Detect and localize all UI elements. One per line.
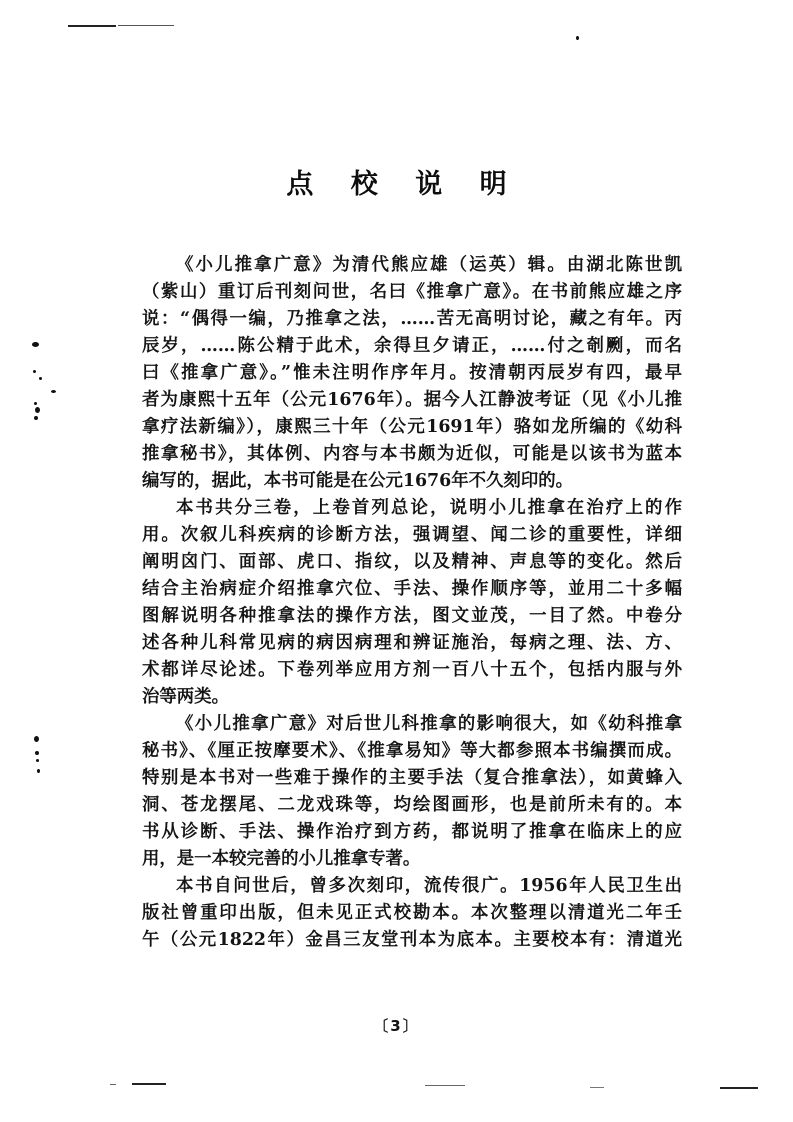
scan-artifact-bottom-line <box>590 1087 604 1088</box>
text-line: 特别是本书对一些难于操作的主要手法（复合推拿法），如黄蜂入 <box>142 768 682 788</box>
scan-artifact-dot <box>32 342 39 347</box>
text-line: 秘书》、《厘正按摩要术》、《推拿易知》等大都参照本书编撰而成。 <box>142 741 682 761</box>
page-number: 〔3〕 <box>373 1017 420 1035</box>
text-line: 版社曾重印出版，但未见正式校勘本。本次整理以清道光二年壬 <box>142 903 682 923</box>
text-line: 《小儿推拿广意》对后世儿科推拿的影响很大，如《幼科推拿 <box>176 714 682 734</box>
text-line: 《小儿推拿广意》为清代熊应雄（运英）辑。由湖北陈世凯 <box>176 255 682 275</box>
text-line: 午（公元1822年）金昌三友堂刊本为底本。主要校本有：清道光 <box>142 930 682 950</box>
page-title: 点 校 说 明 <box>286 169 521 200</box>
text-line: 本书自问世后，曾多次刻印，流传很广。1956年人民卫生出 <box>176 876 682 896</box>
body-text <box>142 252 682 954</box>
scan-artifact-bottom-line <box>110 1084 116 1085</box>
scan-artifact-dot <box>35 751 39 755</box>
scan-artifact-dot <box>37 769 40 773</box>
scan-artifact-bottom-line <box>425 1085 465 1086</box>
scan-artifact-bottom-line <box>132 1083 166 1085</box>
scan-artifact-dot <box>34 402 37 405</box>
text-line: 说：“偶得一编，乃推拿之法，……苦无高明讨论，藏之有年。丙 <box>142 309 682 329</box>
text-line: 编写的，据此，本书可能是在公元1676年不久刻印的。 <box>142 471 573 491</box>
scan-artifact-dot <box>39 377 42 380</box>
scan-artifact-dot <box>34 416 38 420</box>
text-line: 治等两类。 <box>142 687 229 707</box>
text-line: 用。次叙儿科疾病的诊断方法，强调望、闻二诊的重要性，详细 <box>142 525 682 545</box>
scan-artifact-dot <box>34 736 39 742</box>
scan-artifact-dot <box>576 36 579 40</box>
text-line: 阐明囟门、面部、虎口、指纹，以及精神、声息等的变化。然后 <box>142 552 682 572</box>
scan-artifact-dot <box>51 390 56 393</box>
scan-artifact-top-line <box>68 25 116 27</box>
text-line: 洞、苍龙摆尾、二龙戏珠等，均绘图画形，也是前所未有的。本 <box>142 795 682 815</box>
text-line: 拿疗法新编》），康熙三十年（公元1691年）骆如龙所编的《幼科 <box>142 417 682 437</box>
text-line: （紫山）重订后刊刻问世，名曰《推拿广意》。在书前熊应雄之序 <box>142 282 682 302</box>
text-line: 用，是一本较完善的小儿推拿专著。 <box>142 849 421 869</box>
scan-artifact-dot <box>33 370 36 373</box>
scan-artifact-top-line <box>118 25 174 26</box>
text-line: 结合主治病症介绍推拿穴位、手法、操作顺序等，並用二十多幅 <box>142 579 682 599</box>
scan-artifact-dot <box>35 407 40 413</box>
text-line: 术都详尽论述。下卷列举应用方剂一百八十五个，包括内服与外 <box>142 660 682 680</box>
text-line: 者为康熙十五年（公元1676年）。据今人江静波考证（见《小儿推 <box>142 390 682 410</box>
text-line: 本书共分三卷，上卷首列总论，说明小儿推拿在治疗上的作 <box>176 498 682 518</box>
scan-artifact-dot <box>36 759 39 762</box>
text-line: 辰岁，……陈公精于此术，余得旦夕请正，……付之剞劂，而名 <box>142 336 682 356</box>
text-line: 推拿秘书》，其体例、内容与本书颇为近似，可能是以该书为蓝本 <box>142 444 682 464</box>
text-line: 曰《推拿广意》。”惟未注明作序年月。按清朝丙辰岁有四，最早 <box>142 363 682 383</box>
text-line: 述各种儿科常见病的病因病理和辨证施治，每病之理、法、方、 <box>142 633 682 653</box>
text-line: 书从诊断、手法、操作治疗到方药，都说明了推拿在临床上的应 <box>142 822 682 842</box>
scan-artifact-bottom-line <box>720 1087 758 1089</box>
text-line: 图解说明各种推拿法的操作方法，图文並茂，一目了然。中卷分 <box>142 606 682 626</box>
